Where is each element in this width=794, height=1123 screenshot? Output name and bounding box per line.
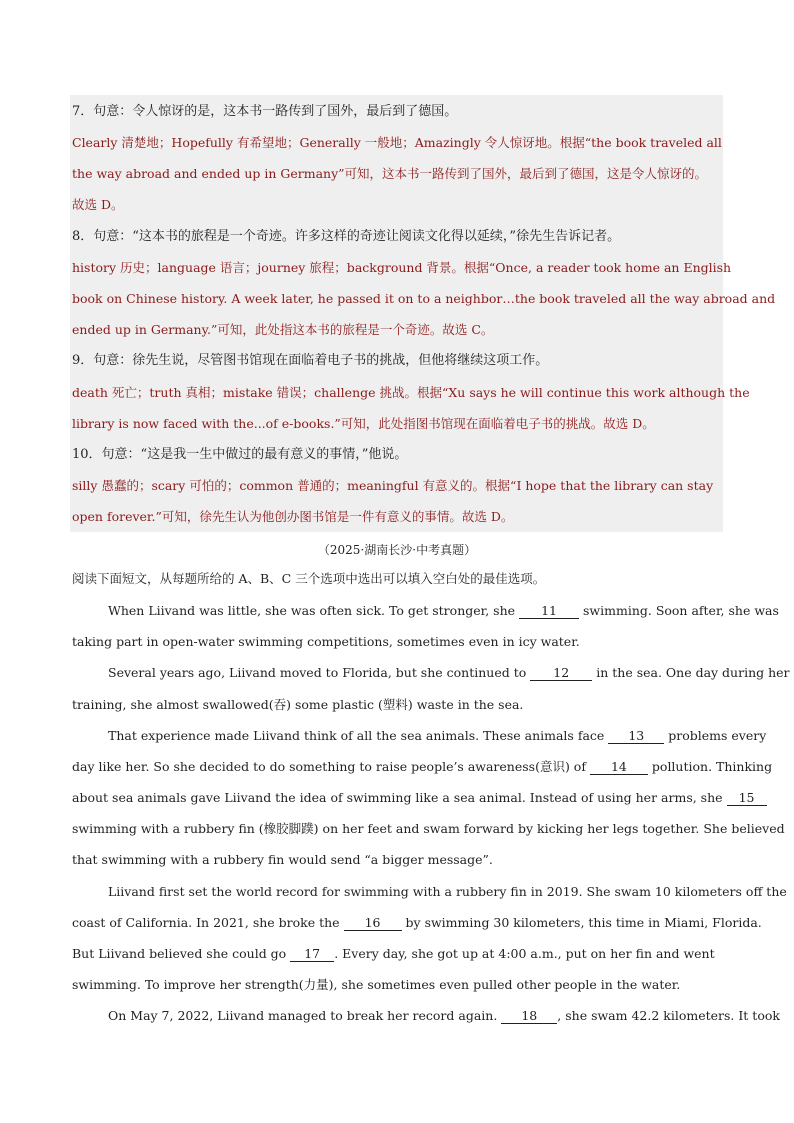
passage-line: [72, 758, 772, 776]
source-label: （2025·湖南长沙·中考真题）: [317, 543, 477, 557]
blank-18[interactable]: 18: [501, 1009, 557, 1024]
explanation-answer: 故选 D。: [72, 197, 124, 212]
blank-14[interactable]: 14: [590, 760, 648, 775]
passage-line: [72, 633, 580, 651]
passage-text: training, she almost swallowed(吞) some plastic (塑料) waste in the sea.: [72, 697, 524, 712]
passage-text: swimming with a rubbery fin (橡胶脚蹼) on her feet and swam forward by kicking her legs together. She believed: [72, 821, 785, 836]
passage-text: coast of California. In 2021, she broke the: [72, 915, 344, 930]
passage-text: When Liivand was little, she was often sick. To get stronger, she: [108, 603, 520, 618]
explanation-answer: ended up in Germany.”可知，此处指这本书的旅程是一个奇迹。故选 C。: [72, 322, 494, 337]
explanation-question: 8．句意：“这本书的旅程是一个奇迹。许多这样的奇迹让阅读文化得以延续，”徐先生告诉记者。: [72, 229, 621, 244]
passage-line: [72, 976, 680, 994]
explanation-answer: silly 愚蠢的；scary 可怕的；common 普通的；meaningful 有意义的。根据“I hope that the library can stay: [72, 478, 714, 493]
passage-text: that swimming with a rubbery fin would send “a bigger message”.: [72, 852, 493, 867]
explanation-answer: death 死亡；truth 真相；mistake 错误；challenge 挑战。根据“Xu says he will continue this work although the: [72, 385, 750, 400]
passage-text: problems every: [664, 728, 767, 743]
passage-text: swimming. To improve her strength(力量), she sometimes even pulled other people in the water.: [72, 977, 681, 992]
explanation-question: 10．句意：“这是我一生中做过的最有意义的事情，”他说。: [72, 447, 408, 462]
explanation-answer: book on Chinese history. A week later, he passed it on to a neighbor…the book traveled all the way abroad and: [72, 291, 776, 306]
passage-text: about sea animals gave Liivand the idea of swimming like a sea animal. Instead of using her arms, she: [72, 790, 727, 805]
explanation-block: [70, 95, 723, 532]
instruction-text: 阅读下面短文，从每题所给的 A、B、C 三个选项中选出可以填入空白处的最佳选项。: [72, 571, 546, 586]
passage-line: [108, 602, 779, 620]
explanation-answer: Clearly 清楚地；Hopefully 有希望地；Generally 一般地；Amazingly 令人惊讶地。根据“the book traveled all: [72, 135, 722, 150]
passage-line: [72, 820, 785, 838]
passage-text: On May 7, 2022, Liivand managed to break her record again.: [108, 1008, 502, 1023]
explanation-question: 7．句意：令人惊讶的是，这本书一路传到了国外，最后到了德国。: [72, 104, 458, 119]
passage-line: [72, 914, 762, 932]
blank-12[interactable]: 12: [530, 666, 592, 681]
blank-17[interactable]: 17: [290, 947, 334, 962]
passage-line: [72, 851, 493, 869]
passage-text: day like her. So she decided to do something to raise people’s awareness(意识) of: [72, 759, 590, 774]
passage-text: That experience made Liivand think of all the sea animals. These animals face: [108, 728, 609, 743]
blank-15[interactable]: 15: [727, 791, 767, 806]
passage-line: [72, 789, 767, 807]
passage-line: [108, 727, 766, 745]
passage-text: by swimming 30 kilometers, this time in Miami, Florida.: [401, 915, 762, 930]
explanation-answer: library is now faced with the...of e-books.”可知，此处指图书馆现在面临着电子书的挑战。故选 D。: [72, 416, 655, 431]
passage-text: swimming. Soon after, she was: [579, 603, 779, 618]
passage-text: taking part in open-water swimming competitions, sometimes even in icy water.: [72, 634, 580, 649]
passage-text: . Every day, she got up at 4:00 a.m., put on her fin and went: [334, 946, 715, 961]
blank-11[interactable]: 11: [519, 604, 579, 619]
explanation-question: 9．句意：徐先生说，尽管图书馆现在面临着电子书的挑战，但他将继续这项工作。: [72, 353, 549, 368]
passage-line: [108, 883, 787, 901]
blank-13[interactable]: 13: [608, 729, 664, 744]
explanation-answer: the way abroad and ended up in Germany”可知，这本书一路传到了国外，最后到了德国，这是令人惊讶的。: [72, 166, 708, 181]
passage-line: [72, 696, 523, 714]
passage-line: [108, 664, 790, 682]
passage-line: [72, 945, 715, 963]
passage-text: pollution. Thinking: [647, 759, 773, 774]
explanation-answer: open forever.”可知，徐先生认为他创办图书馆是一件有意义的事情。故选 D。: [72, 509, 514, 524]
passage-line: [108, 1007, 780, 1025]
passage-text: , she swam 42.2 kilometers. It took: [557, 1008, 780, 1023]
passage-text: But Liivand believed she could go: [72, 946, 291, 961]
blank-16[interactable]: 16: [344, 916, 402, 931]
passage-text: in the sea. One day during her: [592, 665, 790, 680]
passage-text: Several years ago, Liivand moved to Florida, but she continued to: [108, 665, 531, 680]
explanation-answer: history 历史；language 语言；journey 旅程；background 背景。根据“Once, a reader took home an English: [72, 260, 732, 275]
passage-text: Liivand first set the world record for swimming with a rubbery fin in 2019. She swam 10 kilometers off the: [108, 884, 787, 899]
